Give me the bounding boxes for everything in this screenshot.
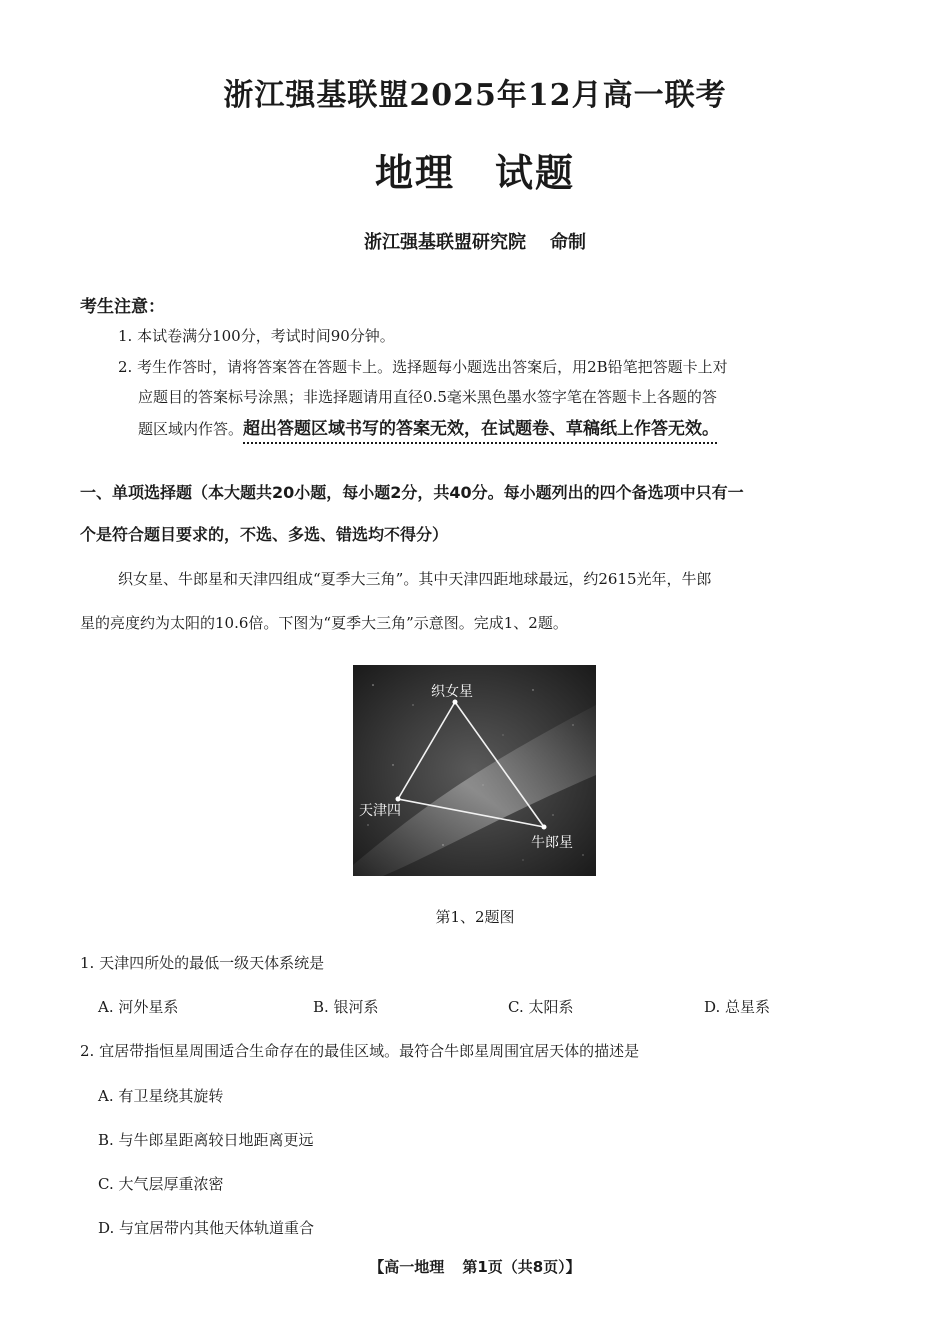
question-1-stem: 1. 天津四所处的最低一级天体系统是 — [80, 954, 325, 972]
subject-name: 地理 — [374, 150, 455, 195]
notice-item-1: 1. 本试卷满分100分，考试时间90分钟。 — [118, 327, 395, 345]
vega-label: 织女星 — [431, 684, 473, 700]
altair-label: 牛郎星 — [531, 835, 573, 851]
footer-label: 【高一地理 — [369, 1258, 445, 1276]
footer-page-number: 第1页（共8页）】 — [462, 1258, 581, 1276]
summer-triangle-figure — [353, 665, 596, 876]
paper-title — [0, 142, 950, 197]
author-name: 浙江强基联盟研究院 — [364, 232, 526, 253]
question-1-option-a: A. 河外星系 — [98, 998, 179, 1016]
paper-type: 试题 — [495, 150, 576, 195]
notice-emphasis-text: 超出答题区域书写的答案无效，在试题卷、草稿纸上作答无效。 — [243, 419, 720, 439]
material-line-2: 星的亮度约为太阳的10.6倍。下图为“夏季大三角”示意图。完成1、2题。 — [80, 614, 568, 632]
deneb-star-point — [396, 797, 401, 802]
vega-star-point — [453, 700, 458, 705]
question-1-option-b: B. 银河系 — [313, 998, 379, 1016]
section-heading-line-1: 一、单项选择题（本大题共20小题，每小题2分，共40分。每小题列出的四个备选项中只有一 — [80, 483, 744, 502]
notice-normal-text: 题区域内作答。 — [138, 420, 244, 438]
question-2-option-a: A. 有卫星绕其旋转 — [98, 1087, 224, 1105]
question-2-option-c: C. 大气层厚重浓密 — [98, 1175, 224, 1193]
notice-item-2-line-3 — [138, 414, 719, 439]
page-footer — [0, 1256, 950, 1277]
figure-caption: 第1、2题图 — [435, 908, 515, 926]
notice-item-2-line-2: 应题目的答案标号涂黑；非选择题请用直径0.5毫米黑色墨水签字笔在答题卡上各题的答 — [138, 388, 717, 406]
star-map-svg — [353, 665, 596, 876]
question-2-option-b: B. 与牛郎星距离较日地距离更远 — [98, 1131, 314, 1149]
question-2-option-d: D. 与宜居带内其他天体轨道重合 — [98, 1219, 315, 1237]
exam-title: 浙江强基联盟2025年12月高一联考 — [223, 78, 727, 113]
author-line — [0, 228, 950, 254]
deneb-label: 天津四 — [359, 803, 401, 819]
question-1-option-d: D. 总星系 — [704, 998, 771, 1016]
notice-item-2-line-1: 2. 考生作答时，请将答案答在答题卡上。选择题每小题选出答案后，用2B铅笔把答题卡上对 — [118, 358, 728, 376]
question-2-stem: 2. 宜居带指恒星周围适合生命存在的最佳区域。最符合牛郎星周围宜居天体的描述是 — [80, 1042, 640, 1060]
material-line-1: 织女星、牛郎星和天津四组成“夏季大三角”。其中天津四距地球最远，约2615光年，牛郎 — [118, 570, 712, 588]
section-heading-line-2: 个是符合题目要求的，不选、多选、错选均不得分） — [80, 525, 449, 544]
question-1-option-c: C. 太阳系 — [508, 998, 574, 1016]
author-suffix: 命制 — [550, 232, 586, 253]
altair-star-point — [542, 825, 547, 830]
notice-heading: 考生注意： — [80, 297, 165, 317]
